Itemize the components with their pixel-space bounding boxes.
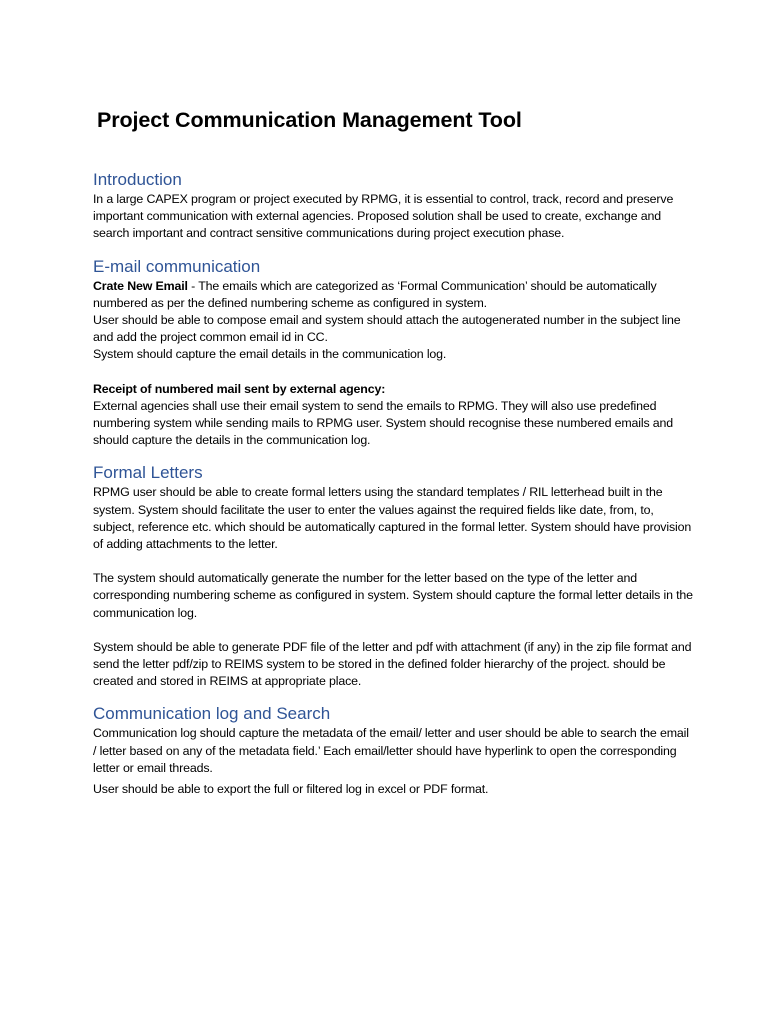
receipt-text: External agencies shall use their email system to send the emails to RPMG. They will also use predefined numbering system while sending mails to RPMG user. System should recognise these numbered emails and should capture the details in the communication log. [93,398,674,448]
communication-log-section [93,703,693,798]
introduction-text: In a large CAPEX program or project executed by RPMG, it is essential to control, track, record and preserve important communication with external agencies. Proposed solution shall be used to create, exchange and search important and contract sensitive communications during project execution phase. [93,192,674,241]
new-email-text: - The emails which are categorized as ‘Formal Communication’ should be automatically numbered as per the defined numbering scheme as configured in system. [93,278,657,310]
introduction-section [93,169,693,243]
formal-letters-heading: Formal Letters [93,463,203,483]
email-section [93,256,693,450]
receipt-label: Receipt of numbered mail sent by external agency: [93,381,386,396]
paragraph-gap [93,364,693,381]
email-heading: E-mail communication [93,256,261,276]
communication-log-para-2: User should be able to export the full or filtered log in excel or PDF format. [93,782,489,797]
document-page [93,106,693,798]
formal-letters-para-2: The system should automatically generate the number for the letter based on the type of the letter and corresponding numbering scheme as configured in system. System should capture the formal letter details in the communication log. [93,571,693,620]
communication-log-heading: Communication log and Search [93,704,331,724]
new-email-label: Crate New Email [93,278,188,293]
introduction-heading: Introduction [93,170,182,189]
new-email-paragraph [93,278,693,312]
formal-letters-para-1: RPMG user should be able to create formal letters using the standard templates / RIL letterhead built in the system. System should facilitate the user to enter the values against the required fields like date, from, to, subject, reference etc. which should be automatically captured in the formal letter. System should have provision of adding attachments to the letter. [93,485,692,552]
paragraph-gap [93,622,693,639]
communication-log-para-1: Communication log should capture the metadata of the email/ letter and user should be able to search the email / letter based on any of the metadata field.’ Each email/letter should have hyperlink to open the corresponding letter or email threads. [93,726,689,775]
formal-letters-section [93,462,693,690]
capture-text: System should capture the email details in the communication log. [93,347,447,362]
compose-text: User should be able to compose email and system should attach the autogenerated number in the subject line and add the project common email id in CC. [93,313,681,345]
paragraph-gap [93,553,693,570]
document-title: Project Communication Management Tool [97,108,522,132]
formal-letters-para-3: System should be able to generate PDF file of the letter and pdf with attachment (if any) in the zip file format and send the letter pdf/zip to REIMS system to be stored in the defined folder hierarchy of the project. should be created and stored in REIMS at appropriate place. [93,639,692,689]
